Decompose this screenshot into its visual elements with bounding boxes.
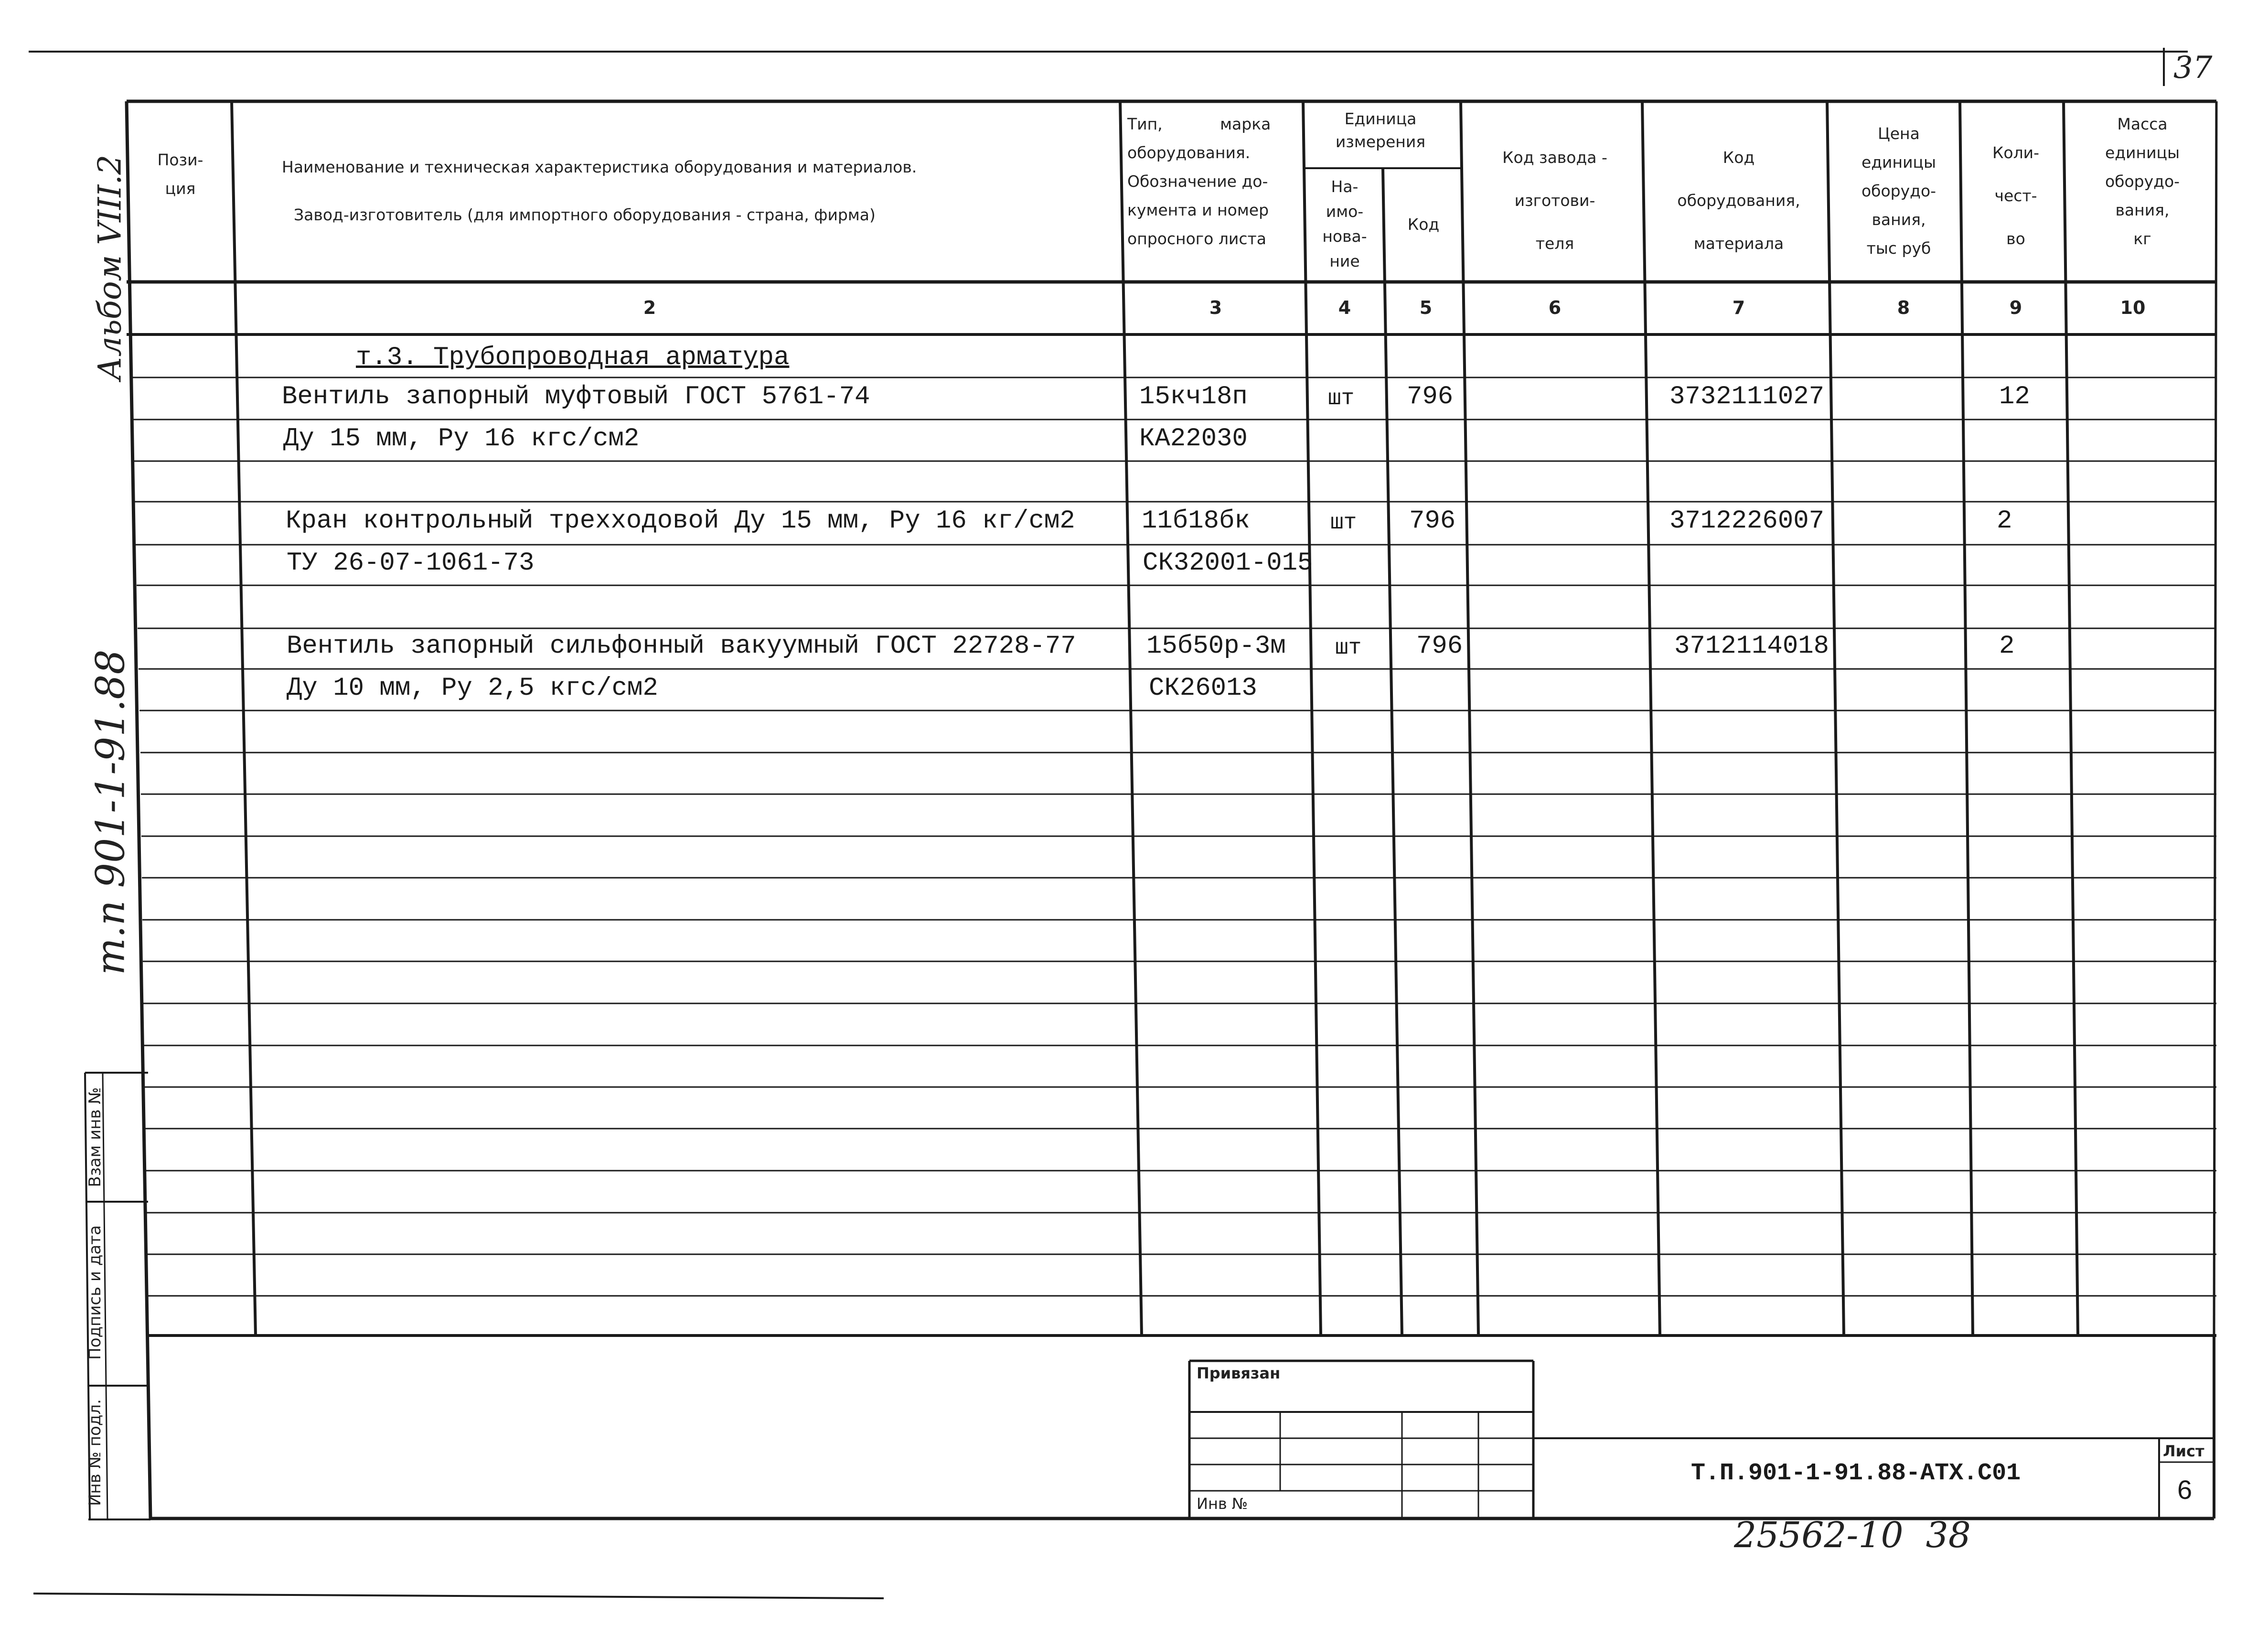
header-unit-code: Код — [1407, 215, 1440, 234]
header-type-line5: опросного листа — [1127, 229, 1266, 248]
header-unit-name-line3: нова- — [1322, 227, 1367, 246]
table-row-equipment-code: 3712226007 — [1669, 506, 1825, 536]
header-name-line2: Завод-изготовитель (для импортного оборудования - страна, фирма) — [294, 205, 876, 224]
table-row-type: СК26013 — [1149, 674, 1257, 703]
header-quantity-line3: во — [2006, 229, 2025, 248]
header-type-line1: Тип, марка — [1127, 115, 1271, 133]
header-equipment-code-line2: оборудования, — [1677, 191, 1800, 210]
column-number: 2 — [643, 297, 656, 318]
column-number: 6 — [1548, 297, 1562, 318]
table-row-type: 15кч18п — [1139, 382, 1248, 411]
header-position — [129, 146, 232, 203]
table-row-type: КА22030 — [1139, 424, 1248, 453]
column-number: 10 — [2120, 297, 2146, 318]
stamp-document-code: Т.П.901-1-91.88-АТХ.С01 — [1691, 1460, 2021, 1487]
column-number: 3 — [1209, 297, 1222, 318]
table-row-name: Кран контрольный трехходовой Ду 15 мм, Ру 16 кг/см2 — [286, 506, 1075, 536]
header-equipment-code — [1650, 136, 1827, 265]
header-factory-code — [1469, 136, 1641, 265]
header-unit-name-line4: ние — [1329, 252, 1360, 270]
header-unit-name-line2: имо- — [1326, 202, 1364, 221]
table-row-name: Вентиль запорный сильфонный вакуумный ГОСТ 22728-77 — [287, 632, 1076, 661]
header-name-line1: Наименование и техническая характеристика оборудования и материалов. — [282, 158, 917, 176]
column-number: 4 — [1338, 297, 1351, 318]
stamp-bound-label: Привязан — [1197, 1364, 1281, 1382]
header-equipment-code-line1: Код — [1722, 148, 1755, 167]
table-row-unit: шт — [1328, 386, 1355, 411]
header-factory-code-line3: теля — [1535, 234, 1574, 253]
table-row-type: СК32001-015 — [1143, 549, 1313, 578]
table-row-equipment-code: 3732111027 — [1669, 382, 1825, 411]
stamp-sheet-number: 6 — [2177, 1475, 2193, 1505]
header-position-line1: Пози- — [157, 151, 203, 169]
header-quantity-line2: чест- — [1994, 186, 2037, 205]
header-price-line2: единицы — [1861, 153, 1936, 172]
table-row-type: 11б18бк — [1142, 506, 1250, 536]
table-row-type: 15б50р-3м — [1146, 632, 1286, 661]
footer-handwritten-number: 25562-10 38 — [1734, 1515, 1971, 1556]
header-mass-line4: вания, — [2115, 201, 2170, 219]
table-row-name: Ду 15 мм, Ру 16 кгс/см2 — [283, 424, 640, 453]
column-number: 7 — [1732, 297, 1745, 318]
header-price — [1834, 119, 1963, 263]
table-row-unit: шт — [1330, 510, 1357, 535]
side-stamp-signature-date: Подпись и дата — [86, 1225, 105, 1360]
table-row-name: Ду 10 мм, Ру 2,5 кгс/см2 — [287, 674, 658, 703]
side-stamp-replaces-inv: Взам инв № — [86, 1087, 105, 1187]
header-price-line5: тыс руб — [1866, 239, 1931, 258]
column-number: 8 — [1897, 297, 1910, 318]
header-type-line4: кумента и номер — [1127, 201, 1269, 219]
table-row-name: ТУ 26-07-1061-73 — [287, 549, 535, 578]
header-type — [1127, 110, 1302, 253]
column-number: 9 — [2009, 297, 2022, 318]
header-type-line2: оборудования. — [1127, 143, 1251, 162]
header-unit-name — [1309, 174, 1380, 274]
table-row-equipment-code: 3712114018 — [1674, 632, 1829, 661]
side-project-label: т.п 901-1-91.88 — [88, 649, 134, 975]
table-row-unit-code: 796 — [1409, 506, 1456, 536]
header-factory-code-line1: Код завода - — [1502, 148, 1607, 167]
header-price-line3: оборудо- — [1861, 182, 1936, 200]
header-mass-line2: единицы — [2105, 143, 2180, 162]
table-row-unit-code: 796 — [1416, 632, 1463, 661]
header-unit: Единица измерения — [1335, 109, 1426, 151]
column-number: 5 — [1419, 297, 1433, 318]
header-unit-name-line1: На- — [1331, 177, 1359, 196]
side-stamp-inv-no: Инв № подл. — [86, 1399, 105, 1506]
header-factory-code-line2: изготови- — [1514, 191, 1595, 210]
table-row-unit-code: 796 — [1407, 382, 1454, 411]
stamp-inv-label: Инв № — [1197, 1495, 1248, 1513]
table-row-unit: шт — [1335, 635, 1362, 660]
corner-sheet-number: 37 — [2173, 50, 2213, 86]
header-price-line4: вания, — [1872, 210, 1926, 229]
table-row-name: Вентиль запорный муфтовый ГОСТ 5761-74 — [282, 382, 870, 411]
header-name — [282, 143, 1094, 239]
table-row-quantity: 12 — [1999, 382, 2030, 411]
header-equipment-code-line3: материала — [1693, 234, 1784, 253]
side-album-label: Альбом VIII.2 — [91, 154, 128, 381]
header-quantity-line1: Коли- — [1992, 143, 2040, 162]
header-price-line1: Цена — [1878, 124, 1920, 143]
header-type-line3: Обозначение до- — [1127, 172, 1268, 191]
stamp-sheet-label: Лист — [2163, 1442, 2204, 1460]
table-row-quantity: 2 — [1999, 632, 2015, 661]
header-position-line2: ция — [165, 179, 196, 198]
header-mass-line3: оборудо- — [2105, 172, 2180, 191]
header-mass — [2071, 110, 2214, 253]
table-row-quantity: 2 — [1997, 506, 2012, 536]
header-mass-line1: Масса — [2117, 115, 2168, 133]
header-mass-line5: кг — [2133, 229, 2151, 248]
header-quantity — [1966, 131, 2066, 260]
section-title: т.3. Трубопроводная арматура — [356, 343, 790, 372]
